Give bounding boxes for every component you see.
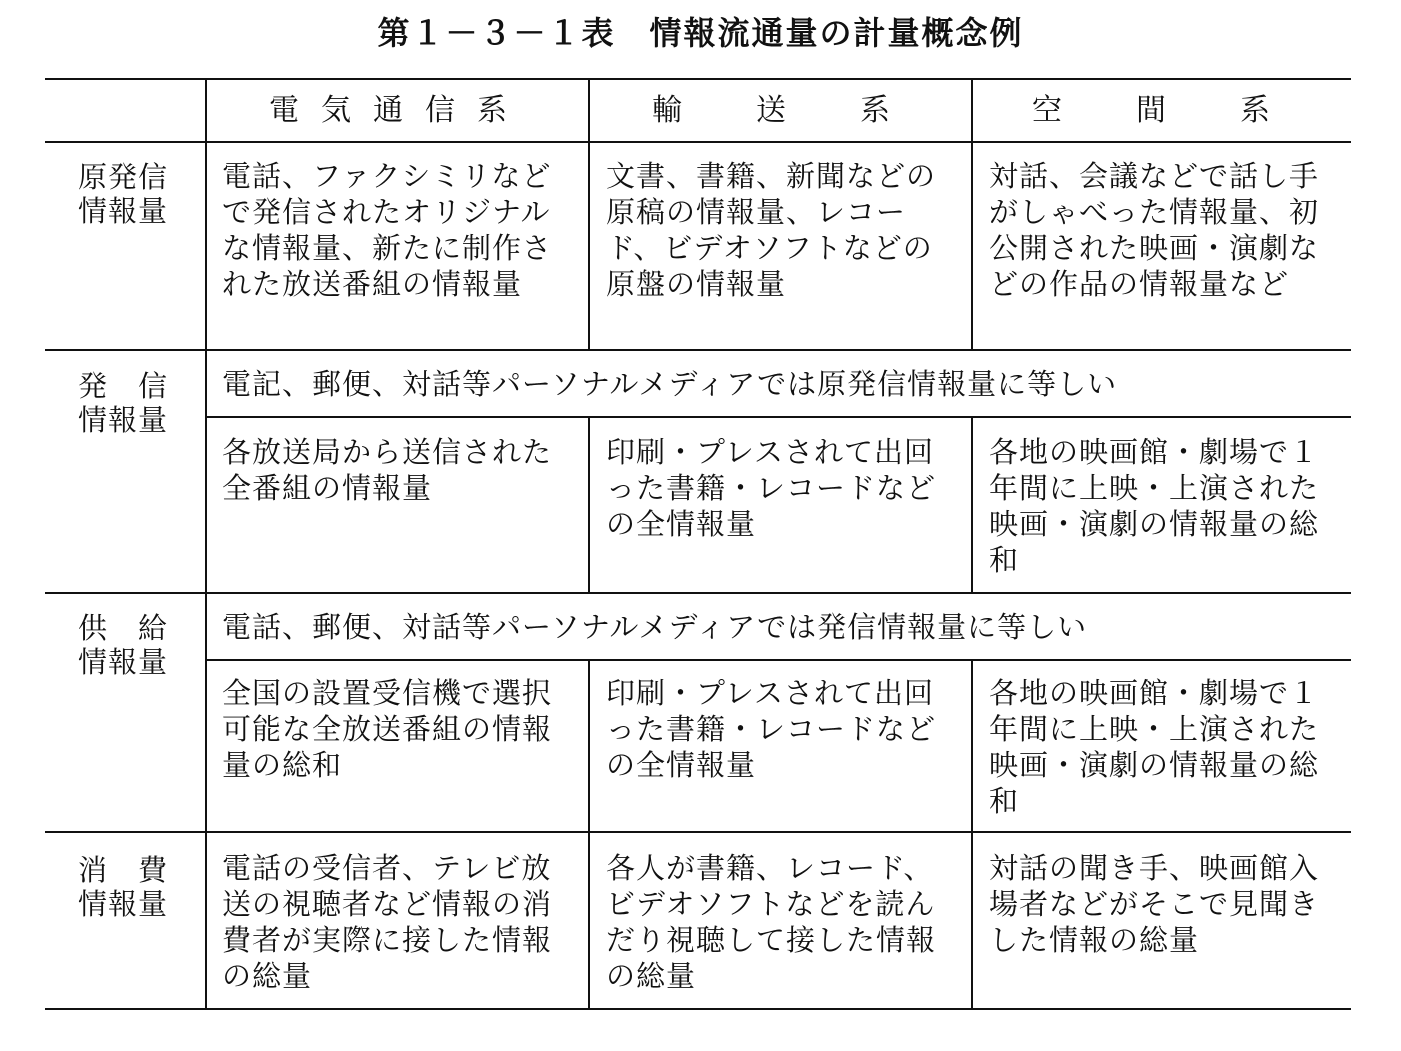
rule-top — [45, 78, 1351, 80]
table-cell: 対話の聞き手、映画館入場者などがそこで見聞きした情報の総量 — [989, 851, 1320, 957]
col-divider-2-mid — [971, 416, 973, 593]
table-cell: 電話の受信者、テレビ放送の視聴者など情報の消費者が実際に接した情報の総量 — [222, 851, 553, 993]
rule-bottom — [45, 1008, 1351, 1010]
col-divider-1-low — [588, 659, 590, 1010]
column-header-telecom: 電気通信系 — [269, 93, 529, 128]
table-cell: 電話、ファクシミリなどで発信されたオリジナルな情報量、新たに制作された放送番組の情報量 — [222, 159, 553, 301]
col-divider-2-top — [971, 78, 973, 350]
rule-row3-note — [205, 659, 1351, 661]
info-flow-table — [45, 78, 1351, 1010]
column-header-transport: 輸 送 系 — [652, 93, 912, 128]
table-cell: 各地の映画館・劇場で１年間に上映・上演された映画・演劇の情報量の総和 — [989, 435, 1320, 577]
table-cell: 文書、書籍、新聞などの原稿の情報量、レコード、ビデオソフトなどの原盤の情報量 — [606, 159, 937, 301]
table-cell: 各地の映画館・劇場で１年間に上映・上演された映画・演劇の情報量の総和 — [989, 676, 1320, 818]
table-cell: 各放送局から送信された全番組の情報量 — [222, 435, 553, 505]
row-label-line: 情報量 — [78, 403, 169, 437]
table-cell: 各人が書籍、レコード、ビデオソフトなどを読んだり視聴して接した情報の総量 — [606, 851, 937, 993]
row-label-line: 消 費 — [78, 853, 169, 887]
table-title: 第１－３－１表 情報流通量の計量概念例 — [377, 14, 1024, 52]
span-note: 電話、郵便、対話等パーソナルメディアでは発信情報量に等しい — [222, 610, 1088, 644]
row-label-line: 情報量 — [78, 194, 169, 228]
row-label-line: 情報量 — [78, 887, 169, 921]
table-cell: 印刷・プレスされて出回った書籍・レコードなどの全情報量 — [606, 676, 937, 782]
row-label-line: 発 信 — [78, 369, 169, 403]
col-divider-2-low — [971, 659, 973, 1010]
rule-header — [45, 141, 1351, 143]
column-header-space: 空 間 系 — [1032, 93, 1292, 128]
col-divider-1-top — [588, 78, 590, 350]
span-note: 電記、郵便、対話等パーソナルメディアでは原発信情報量に等しい — [222, 367, 1118, 401]
row-label-original-transmission — [78, 160, 198, 228]
row-label-line: 原発信 — [78, 160, 169, 194]
row-label-line: 供 給 — [78, 611, 169, 645]
row-label-supply — [78, 611, 198, 679]
rule-row1 — [45, 349, 1351, 351]
row-label-line: 情報量 — [78, 645, 169, 679]
rule-row3 — [45, 831, 1351, 833]
row-label-transmission — [78, 369, 198, 437]
col-divider-label — [205, 78, 207, 1010]
table-cell: 印刷・プレスされて出回った書籍・レコードなどの全情報量 — [606, 435, 937, 541]
rule-row2 — [45, 592, 1351, 594]
table-cell: 対話、会議などで話し手がしゃべった情報量、初公開された映画・演劇などの作品の情報量など — [989, 159, 1320, 301]
rule-row2-note — [205, 416, 1351, 418]
table-cell: 全国の設置受信機で選択可能な全放送番組の情報量の総和 — [222, 676, 553, 782]
col-divider-1-mid — [588, 416, 590, 593]
row-label-consumption — [78, 853, 198, 921]
